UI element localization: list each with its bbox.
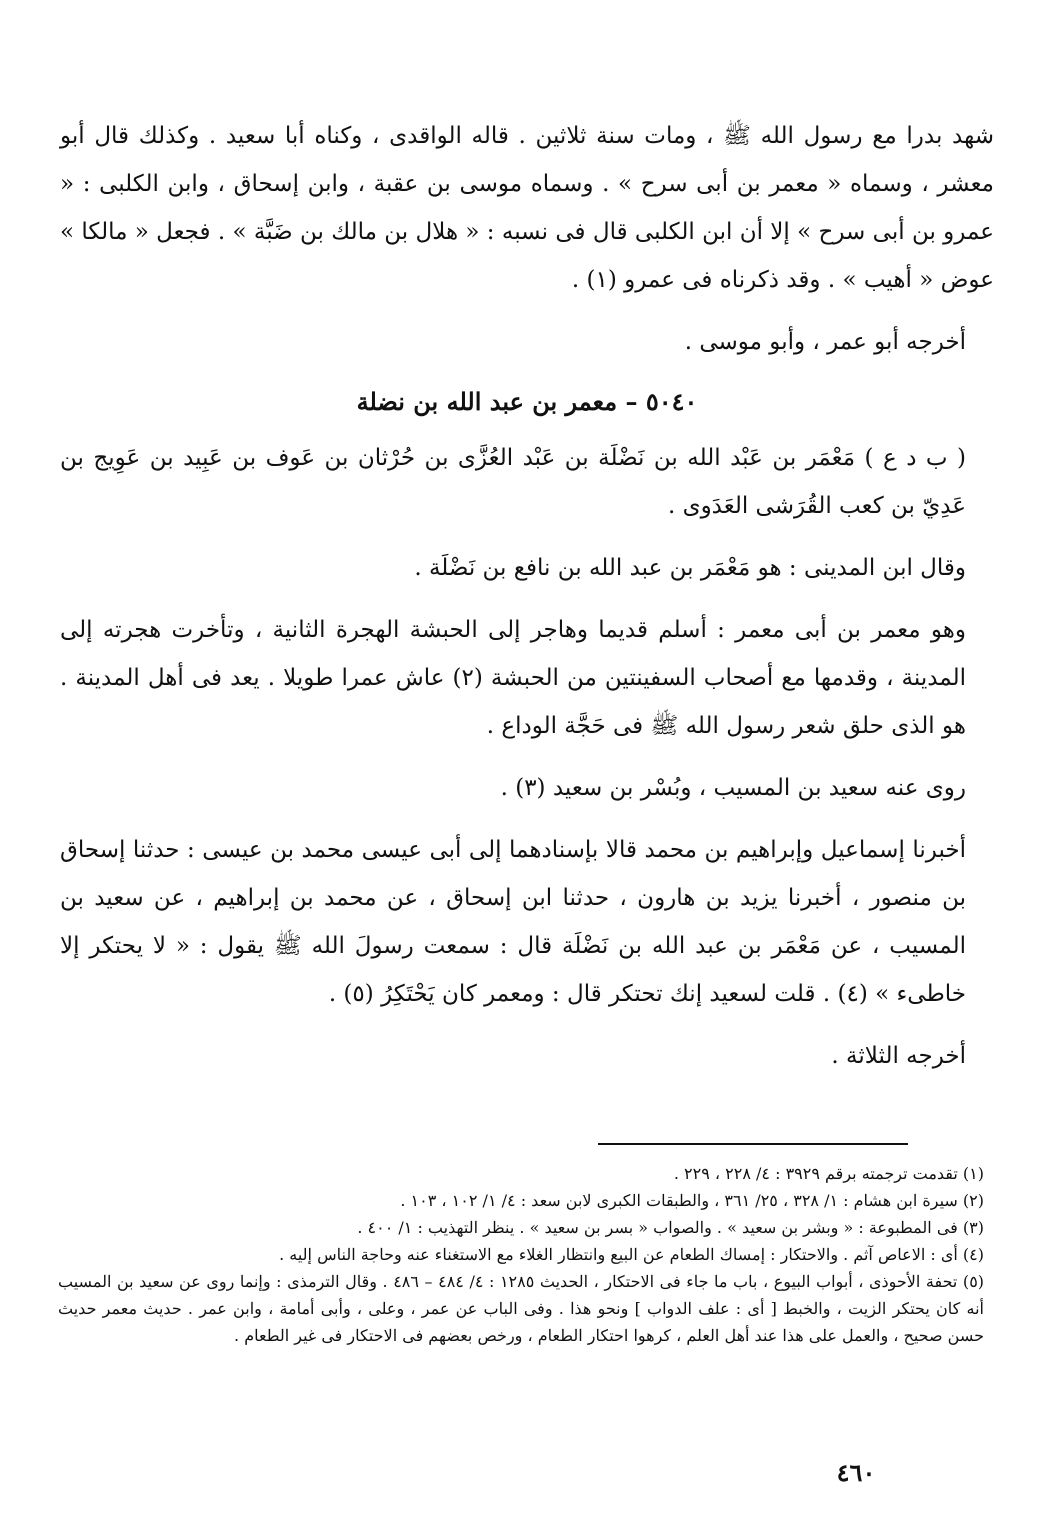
page-number: ٤٦٠	[836, 1458, 876, 1487]
footnote-3: (٣) فى المطبوعة : « وبشر بن سعيد » . والصواب « بسر بن سعيد » . ينظر التهذيب : ١/ ٤٠٠ .	[357, 1218, 984, 1237]
paragraph-4: وقال ابن المدينى : هو مَعْمَر بن عبد الله بن نافع بن نَضْلَة .	[414, 555, 966, 581]
paragraph-5: وهو معمر بن أبى معمر : أسلم قديما وهاجر إلى الحبشة الهجرة الثانية ، وتأخرت هجرته إلى المدينة ، وقدمها مع أصحاب السفينتين من الحبشة (٢) عاش عمرا طويلا . يعد فى أهل المدينة . هو الذى حلق شعر رسول الله ﷺ فى حَجَّة الوداع .	[60, 617, 966, 739]
footnote-2: (٢) سيرة ابن هشام : ١/ ٣٢٨ ، ٢٥/ ٣٦١ ، والطبقات الكبرى لابن سعد : ٤/ ١/ ١٠٢ ، ١٠٣ .	[400, 1191, 984, 1210]
entry-heading: ٥٠٤٠ – معمر بن عبد الله بن نضلة	[356, 387, 698, 416]
footnotes	[58, 1160, 984, 1349]
paragraph-3: ( ب د ع ) مَعْمَر بن عَبْد الله بن نَضْلَة بن عَبْد العُزَّى بن حُرْثان بن عَوف بن عَبِيد بن عَوِيج بن عَدِيّ بن كعب القُرَشى العَدَوى .	[60, 445, 966, 519]
paragraph-8: أخرجه الثلاثة .	[831, 1043, 966, 1069]
paragraph-1: شهد بدرا مع رسول الله ﷺ ، ومات سنة ثلاثين . قاله الواقدى ، وكناه أبا سعيد . وكذلك قال أبو معشر ، وسماه « معمر بن أبى سرح » . وسماه موسى بن عقبة ، وابن إسحاق ، وابن الكلبى : « عمرو بن أبى سرح » إلا أن ابن الكلبى قال فى نسبه : « هلال بن مالك بن ضَبَّة » . فجعل « مالكا » عوض « أهيب » . وقد ذكرناه فى عمرو (١) .	[60, 123, 994, 293]
footnote-4: (٤) أى : الاعاص آثم . والاحتكار : إمساك الطعام عن البيع وانتظار الغلاء مع الاستغناء عنه وحاجة الناس إليه .	[279, 1245, 984, 1264]
footnote-5: (٥) تحفة الأحوذى ، أبواب البيوع ، باب ما جاء فى الاحتكار ، الحديث ١٢٨٥ : ٤/ ٤٨٤ – ٤٨٦ . وقال الترمذى : وإنما روى عن سعيد بن المسيب أنه كان يحتكر الزيت ، والخبط [ أى : علف الدواب ] ونحو هذا . وفى الباب عن عمر ، وعلى ، وأبى أمامة ، وابن عمر . حديث معمر حديث حسن صحيح ، والعمل على هذا عند أهل العلم ، كرهوا احتكار الطعام ، ورخص بعضهم فى الاحتكار فى غير الطعام .	[58, 1272, 985, 1345]
paragraph-7: أخبرنا إسماعيل وإبراهيم بن محمد قالا بإسنادهما إلى أبى عيسى محمد بن عيسى : حدثنا إسحاق بن منصور ، أخبرنا يزيد بن هارون ، حدثنا ابن إسحاق ، عن محمد بن إبراهيم ، عن سعيد بن المسيب ، عن مَعْمَر بن عبد الله بن نَضْلَة قال : سمعت رسولَ الله ﷺ يقول : « لا يحتكر إلا خاطىء » (٤) . قلت لسعيد إنك تحتكر قال : ومعمر كان يَحْتَكِرُ (٥) .	[60, 837, 966, 1007]
paragraph-6: روى عنه سعيد بن المسيب ، وبُسْر بن سعيد (٣) .	[500, 775, 966, 801]
footnote-1: (١) تقدمت ترجمته برقم ٣٩٢٩ : ٤/ ٢٢٨ ، ٢٢٩ .	[673, 1164, 984, 1183]
footnote-divider	[598, 1143, 908, 1145]
main-text	[60, 112, 994, 1094]
paragraph-2: أخرجه أبو عمر ، وأبو موسى .	[684, 329, 966, 355]
